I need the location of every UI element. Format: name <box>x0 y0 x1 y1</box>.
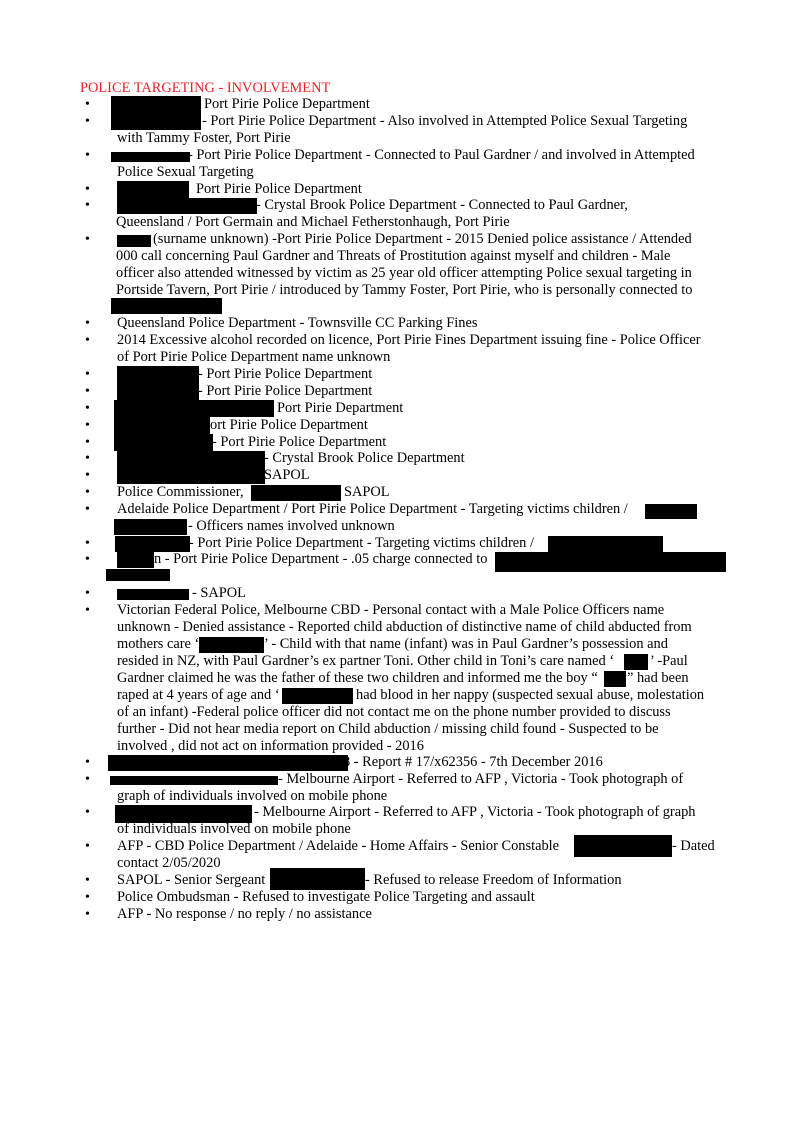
item-text: with Tammy Foster, Port Pirie <box>117 130 291 146</box>
bullet: • <box>85 384 90 399</box>
bullet: • <box>85 367 90 382</box>
bullet: • <box>85 435 90 450</box>
bullet: • <box>85 333 90 348</box>
bullet: • <box>85 502 90 517</box>
item-text: - Port Pirie Police Department <box>198 366 373 382</box>
redaction-block <box>115 536 190 552</box>
item-text: - Refused to release Freedom of Information <box>365 872 622 888</box>
redaction-block <box>117 366 199 383</box>
item-text: ort Pirie Police Department <box>210 417 368 433</box>
redaction-block <box>106 569 170 581</box>
redaction-block <box>117 552 154 568</box>
item-text: Gardner claimed he was the father of these two children and informed me the boy “ <box>117 670 598 686</box>
redaction-block <box>111 152 190 162</box>
item-text: Police Sexual Targeting <box>117 164 254 180</box>
redaction-block <box>117 589 189 600</box>
redaction-block <box>574 835 672 857</box>
item-text: SAPOL <box>344 484 390 500</box>
item-text: Port Pirie Police Department <box>204 96 370 112</box>
redaction-block <box>114 417 210 434</box>
bullet: • <box>85 873 90 888</box>
item-text: ” had been <box>627 670 689 686</box>
item-text: (surname unknown) -Port Pirie Police Department - 2015 Denied police assistance / Attended <box>153 231 692 247</box>
bullet: • <box>85 114 90 129</box>
item-text: had blood in her nappy (suspected sexual abuse, molestation <box>356 687 705 703</box>
section-heading: POLICE TARGETING - INVOLVEMENT <box>80 80 331 96</box>
redaction-block <box>495 552 726 572</box>
bullet: • <box>85 148 90 163</box>
item-text: 000 call concerning Paul Gardner and Threats of Prostitution against myself and children - Male <box>116 248 671 264</box>
item-text: n - Port Pirie Police Department - .05 charge connected to <box>154 551 488 567</box>
item-text: Portside Tavern, Port Pirie / introduced by Tammy Foster, Port Pirie, who is personally connected to <box>116 282 693 298</box>
item-text: contact 2/05/2020 <box>117 855 221 871</box>
bullet: • <box>85 890 90 905</box>
bullet: • <box>85 418 90 433</box>
item-text: involved , did not act on information provided - 2016 <box>117 738 424 754</box>
redaction-block <box>117 181 189 198</box>
redaction-block <box>108 755 348 771</box>
item-text: of Port Pirie Police Department name unknown <box>117 349 391 365</box>
bullet: • <box>85 603 90 618</box>
bullet: • <box>85 316 90 331</box>
item-text: further - Did not hear media report on Child abduction / missing child found - Suspected to be <box>117 721 659 737</box>
bullet: • <box>85 772 90 787</box>
item-text: - Port Pirie Police Department - Connected to Paul Gardner / and involved in Attempted <box>188 147 695 163</box>
item-text: AFP - CBD Police Department / Adelaide - Home Affairs - Senior Constable <box>117 838 560 854</box>
bullet: • <box>85 536 90 551</box>
bullet: • <box>85 468 90 483</box>
bullet: • <box>85 485 90 500</box>
bullet: • <box>85 182 90 197</box>
bullet: • <box>85 755 90 770</box>
redaction-block <box>604 671 626 687</box>
item-text: Queensland / Port Germain and Michael Fetherstonhaugh, Port Pirie <box>116 214 510 230</box>
item-text: Port Pirie Police Department <box>196 181 362 197</box>
item-text: unknown - Denied assistance - Reported child abduction of distinctive name of child abducted from <box>117 619 692 635</box>
item-text: of an infant) -Federal police officer did not contact me on the phone number provided to discuss <box>117 704 671 720</box>
redaction-block <box>117 468 265 484</box>
redaction-block <box>117 383 199 400</box>
bullet: • <box>85 805 90 820</box>
bullet: • <box>85 907 90 922</box>
item-text: - Crystal Brook Police Department - Connected to Paul Gardner, <box>256 197 628 213</box>
item-text: ’ -Paul <box>650 653 688 669</box>
redaction-block <box>117 235 151 247</box>
bullet: • <box>85 839 90 854</box>
item-text: - SAPOL <box>192 585 246 601</box>
redaction-block <box>282 688 353 704</box>
item-text: Port Pirie Department <box>277 400 404 416</box>
item-text: SAPOL - Senior Sergeant <box>117 872 266 888</box>
item-text: - Melbourne Airport - Referred to AFP , Victoria - Took photograph of <box>278 771 684 787</box>
bullet: • <box>85 586 90 601</box>
redaction-block <box>548 536 663 552</box>
bullet: • <box>85 552 90 567</box>
item-text: officer also attended witnessed by victim as 25 year old officer attempting Police sexual targeting in <box>116 265 692 281</box>
redaction-block <box>110 776 278 785</box>
bullet: • <box>85 97 90 112</box>
item-text: SAPOL <box>264 467 310 483</box>
item-text: Police Commissioner, <box>117 484 244 500</box>
item-text: Police Ombudsman - Refused to investigate Police Targeting and assault <box>117 889 535 905</box>
item-text: - Port Pirie Police Department <box>198 383 373 399</box>
item-text: resided in NZ, with Paul Gardner’s ex partner Toni. Other child in Toni’s care named ‘ <box>117 653 615 669</box>
item-text: graph of individuals involved on mobile phone <box>117 788 388 804</box>
redaction-block <box>251 485 341 501</box>
redaction-block <box>624 654 648 670</box>
item-text: Adelaide Police Department / Port Pirie Police Department - Targeting victims children / <box>117 501 628 517</box>
item-text: AFP - No response / no reply / no assistance <box>117 906 372 922</box>
redaction-block <box>114 434 213 451</box>
redaction-block <box>111 113 201 130</box>
item-text: - Officers names involved unknown <box>188 518 395 534</box>
item-text: - Port Pirie Police Department - Targeting victims children / <box>189 535 534 551</box>
item-text: raped at 4 years of age and ‘ <box>117 687 280 703</box>
bullet: • <box>85 451 90 466</box>
redaction-block <box>111 96 201 113</box>
redaction-block <box>270 868 365 890</box>
item-text: - Port Pirie Police Department - Also involved in Attempted Police Sexual Targeting <box>202 113 688 129</box>
bullet: • <box>85 198 90 213</box>
item-text: - Dated <box>672 838 715 854</box>
redaction-block <box>117 198 257 214</box>
redaction-block <box>199 637 264 653</box>
item-text: 8 - Report # 17/x62356 - 7th December 2016 <box>343 754 603 770</box>
item-text: mothers care ‘ <box>117 636 200 652</box>
item-text: of individuals involved on mobile phone <box>117 821 351 837</box>
item-text: - Melbourne Airport - Referred to AFP , Victoria - Took photograph of graph <box>254 804 696 820</box>
redaction-block <box>111 298 222 314</box>
redaction-block <box>114 400 274 417</box>
item-text: - Crystal Brook Police Department <box>264 450 465 466</box>
item-text: Victorian Federal Police, Melbourne CBD - Personal contact with a Male Police Officers name <box>117 602 665 618</box>
redaction-block <box>114 519 187 535</box>
item-text: 2014 Excessive alcohol recorded on licence, Port Pirie Fines Department issuing fine - Police Officer <box>117 332 701 348</box>
bullet: • <box>85 401 90 416</box>
item-text: Queensland Police Department - Townsville CC Parking Fines <box>117 315 478 331</box>
bullet: • <box>85 232 90 247</box>
item-text: ’ - Child with that name (infant) was in Paul Gardner’s possession and <box>264 636 668 652</box>
redaction-block <box>117 451 265 468</box>
redaction-block <box>645 504 697 519</box>
item-text: - Port Pirie Police Department <box>212 434 387 450</box>
